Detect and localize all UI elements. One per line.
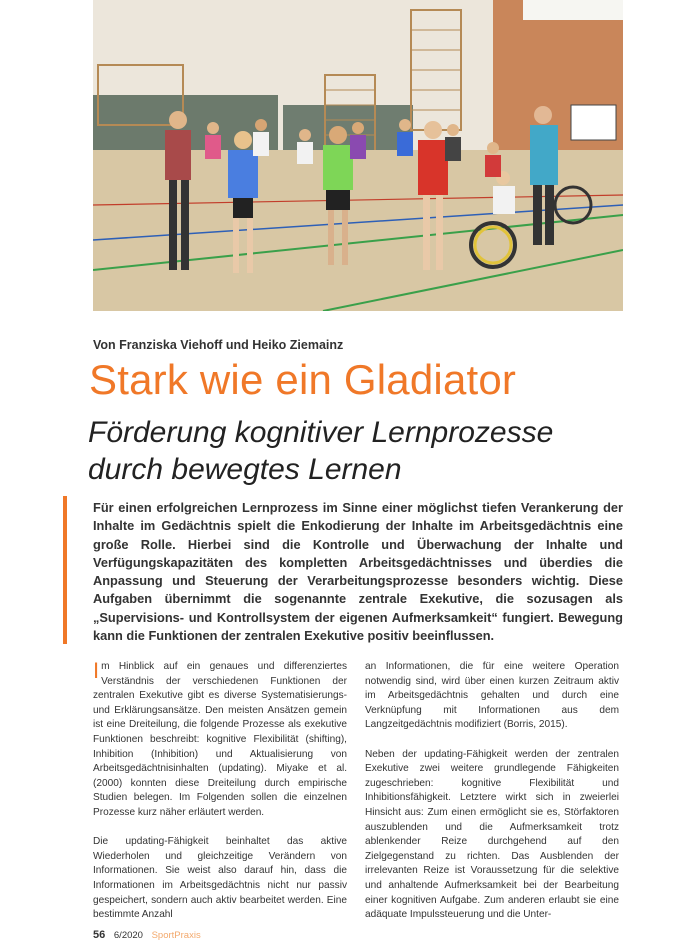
drop-cap: I <box>93 658 100 683</box>
body-paragraph: Neben der updating-Fähigkeit werden der zentralen Exekutive zwei weitere grundlegende Fähigkeiten zugeschrieben: kognitive Flexibilität und Inhibitionsfähigkeit. Letztere wirkt sich in zweierlei Hinsicht aus: Zum einen ermöglicht sie es, Störfaktoren auszublenden und die Aufmerksamkeit trotz ablenkender Reize durchgehend auf den Zielgegenstand zu richten. Das Ausblenden der irrelevanten Reize ist Voraussetzung für die selektive und anhaltende Aufmerksamkeit bei der Bearbeitung einer kognitiven Aufgabe. Zum anderen erlaubt sie eine adäquate Impulssteuerung und die Unter- <box>365 748 619 921</box>
body-column-left <box>93 660 347 937</box>
body-paragraph: Die updating-Fähigkeit beinhaltet das aktive Wiederholen und gleichzeitige Verändern von Informationen. Sie weist also darauf hin, dass die Informationen im Arbeitsgedächtnis nicht nur passiv gespeichert, sondern auch aktiv bearbeitet werden. Eine bestimmte Anzahl <box>93 836 347 921</box>
magazine-brand: SportPraxis <box>151 930 201 941</box>
lead-accent-bar <box>63 496 67 644</box>
article-subtitle <box>88 414 648 488</box>
issue-number: 6/2020 <box>113 930 143 941</box>
page-footer <box>93 929 201 941</box>
body-paragraph <box>93 660 347 821</box>
article-title: Stark wie ein Gladiator <box>89 356 517 403</box>
subtitle-line-2: durch bewegtes Lernen <box>88 453 402 486</box>
byline-authors: Von Franziska Viehoff und Heiko Ziemainz <box>93 338 344 352</box>
lead-paragraph: Für einen erfolgreichen Lernprozess im Sinne einer möglichst tiefen Verankerung der Inhalte im Gedächtnis spielt die Enkodierung der Inhalte im Arbeitsgedächtnis eine große Rolle. Hierbei sind die Kontrolle und Überwachung der Inhalte und Verfügungskapazitäten des kompletten Arbeitsgedächtnisses und überdies die Anpassung und Steuerung der Verarbeitungsprozesse besonders wichtig. Diese Aufgaben übernimmt die sogenannte zentrale Exekutive, die sozusagen als „Supervisions- und Kontrollsystem der eigenen Aufmerksamkeit“ fungiert. Bewegung kann die Funktionen der zentralen Exekutive positiv beeinflussen. <box>93 500 623 644</box>
body-paragraph: an Informationen, die für eine weitere Operation notwendig sind, wird über einen kurzen Zeitraum aktiv im Arbeitsgedächtnis gehalten und durch eine Verknüpfung mit Informationen aus dem Langzeitgedächtnis modifiziert (Borris, 2015). <box>365 661 619 731</box>
subtitle-line-1: Förderung kognitiver Lernprozesse <box>88 416 554 449</box>
body-paragraph-text: m Hinblick auf ein genaues und differenziertes Verständnis der verschiedenen Funktionen der zentralen Exekutive gibt es diverse Systematisierungs- und Erklärungsansätze. Den meisten Ansätzen gemein ist eine Dreiteilung, die folgende Prozesse als exekutive Funktionen beschreibt: kognitive Flexibilität (shifting), Inhibition (Inhibition) und Aktualisierung von Arbeitsgedächtnisinhalten (updating). Miyake et al. (2000) konnten diese Dreiteilung durch empirische Studien belegen. Im Folgenden sollen die einzelnen Prozesse kurz näher erläutert werden. <box>93 661 347 818</box>
body-column-right <box>365 660 619 937</box>
hero-photo <box>93 0 623 311</box>
page-number: 56 <box>93 929 106 941</box>
